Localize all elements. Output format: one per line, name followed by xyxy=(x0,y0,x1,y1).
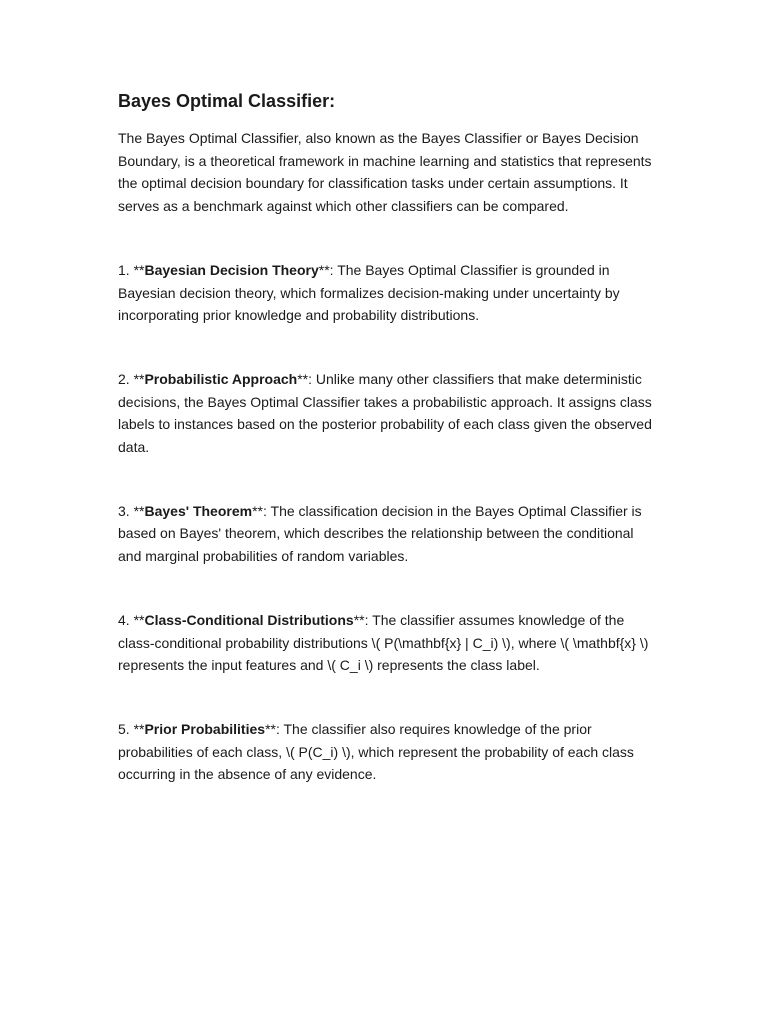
item-suffix: ** xyxy=(353,611,365,628)
item-text: : The Bayes Optimal Classifier is grounded in Bayesian decision theory, which formalizes decision-making under uncertainty by incorporating prior knowledge and probability distributions. xyxy=(118,261,620,324)
item-prefix: 2. ** xyxy=(118,370,145,387)
list-item xyxy=(118,609,654,677)
document-page xyxy=(118,88,654,786)
item-text: : The classifier also requires knowledge of the prior probabilities of each class, \( P(C_i) \), which represent the probability of each class occurring in the absence of any evidence. xyxy=(118,720,634,783)
item-suffix: ** xyxy=(252,502,263,519)
list-item xyxy=(118,500,654,568)
item-term: Bayesian Decision Theory xyxy=(144,261,319,278)
document-title: Bayes Optimal Classifier: xyxy=(118,91,336,111)
item-suffix: ** xyxy=(297,370,309,387)
item-term: Class-Conditional Distributions xyxy=(144,611,354,628)
item-prefix: 3. ** xyxy=(118,502,145,519)
item-term: Probabilistic Approach xyxy=(144,370,298,387)
item-text: : Unlike many other classifiers that make deterministic decisions, the Bayes Optimal Classifier takes a probabilistic approach. It assigns class labels to instances based on the posterior probability of each class given the observed data. xyxy=(118,370,652,456)
item-term: Prior Probabilities xyxy=(144,720,266,737)
list-item xyxy=(118,259,654,327)
intro-paragraph: The Bayes Optimal Classifier, also known as the Bayes Classifier or Bayes Decision Boundary, is a theoretical framework in machine learning and statistics that represents the optimal decision boundary for classification tasks under certain assumptions. It serves as a benchmark against which other classifiers can be compared. xyxy=(118,130,652,215)
item-prefix: 5. ** xyxy=(118,720,145,737)
item-term: Bayes' Theorem xyxy=(144,502,253,519)
item-suffix: ** xyxy=(318,261,330,278)
item-prefix: 4. ** xyxy=(118,611,145,628)
item-text: : The classifier assumes knowledge of the class-conditional probability distributions \( P(\mathbf{x} | C_i) \), where \( \mathbf{x} \) represents the input features and \( C_i \) represents the class label. xyxy=(118,611,649,674)
list-item xyxy=(118,368,654,459)
item-prefix: 1. ** xyxy=(118,261,145,278)
item-suffix: ** xyxy=(265,720,276,737)
item-text: : The classification decision in the Bayes Optimal Classifier is based on Bayes' theorem, which describes the relationship between the conditional and marginal probabilities of random variables. xyxy=(118,502,642,565)
list-item xyxy=(118,718,654,786)
